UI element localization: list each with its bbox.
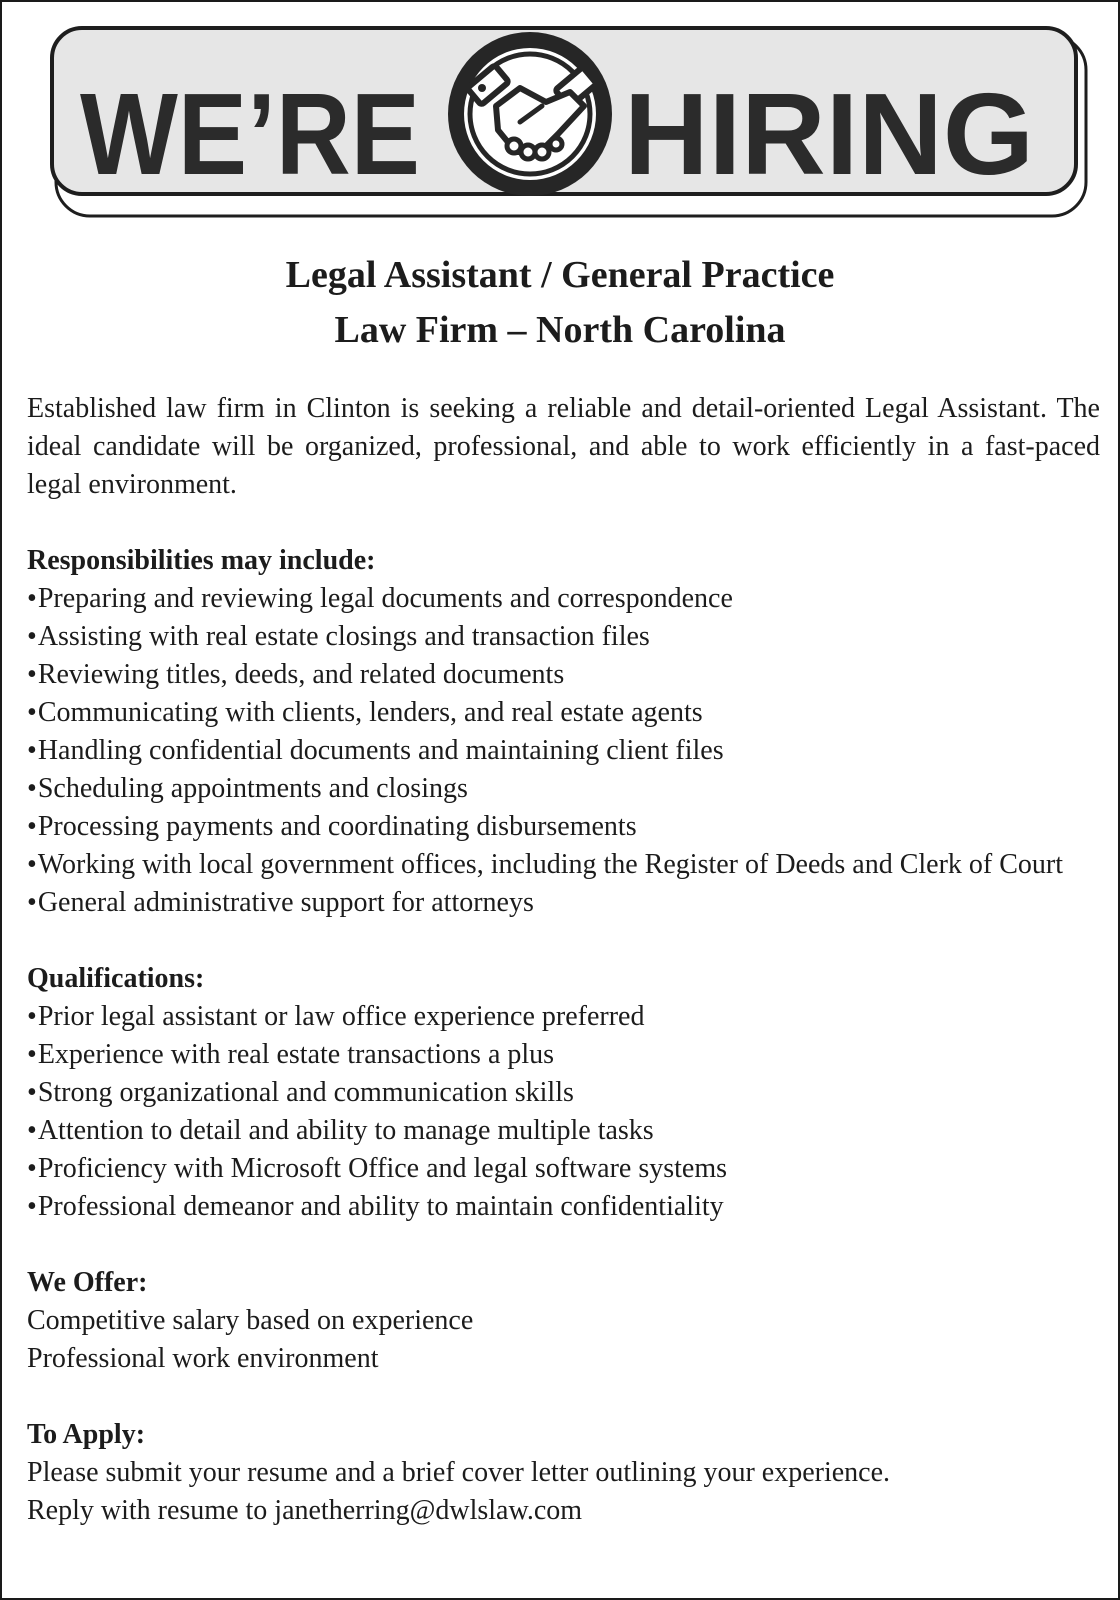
list-item: • Processing payments and coordinating disbursements (27, 808, 1100, 846)
offer-line: Competitive salary based on experience (27, 1305, 474, 1336)
apply-contact-prefix: Reply with resume to (27, 1495, 275, 1526)
list-item: • Experience with real estate transactions a plus (27, 1036, 1100, 1074)
responsibilities-title: Responsibilities may include: (27, 545, 376, 576)
list-item: • Attention to detail and ability to manage multiple tasks (27, 1112, 1100, 1150)
hiring-banner (50, 22, 1092, 220)
list-item: • Scheduling appointments and closings (27, 770, 1100, 808)
offer-title: We Offer: (27, 1267, 148, 1298)
apply-email[interactable]: janetherring@dwlslaw.com (274, 1495, 583, 1526)
intro-paragraph: Established law firm in Clinton is seeking a reliable and detail-oriented Legal Assistant. The ideal candidate will be organized, professional, and able to work efficiently in a fast-paced legal environment. (27, 393, 1100, 500)
apply-title: To Apply: (27, 1419, 146, 1450)
list-item: • General administrative support for attorneys (27, 884, 1100, 922)
qualifications-title: Qualifications: (27, 963, 205, 994)
responsibilities-list (27, 580, 1100, 922)
apply-instructions: Please submit your resume and a brief cover letter outlining your experience. (27, 1457, 891, 1488)
list-item: • Prior legal assistant or law office experience preferred (27, 998, 1100, 1036)
banner-graphic (50, 22, 1092, 220)
list-item: • Proficiency with Microsoft Office and legal software systems (27, 1150, 1100, 1188)
offer-line: Professional work environment (27, 1343, 379, 1374)
list-item: • Preparing and reviewing legal documents and correspondence (27, 580, 1100, 618)
list-item: • Working with local government offices, including the Register of Deeds and Clerk of Court (27, 846, 1100, 884)
posting-body (27, 390, 1100, 1530)
list-item: • Professional demeanor and ability to maintain confidentiality (27, 1188, 1100, 1226)
job-headline (2, 248, 1118, 358)
list-item: • Handling confidential documents and maintaining client files (27, 732, 1100, 770)
job-title: Legal Assistant / General Practice (285, 254, 835, 296)
banner-left-word: WE’RE (80, 69, 420, 199)
list-item: • Assisting with real estate closings and transaction files (27, 618, 1100, 656)
handshake-icon (448, 32, 612, 196)
list-item: • Strong organizational and communication skills (27, 1074, 1100, 1112)
banner-right-word: HIRING (624, 69, 1034, 199)
list-item: • Reviewing titles, deeds, and related documents (27, 656, 1100, 694)
list-item: • Communicating with clients, lenders, and real estate agents (27, 694, 1100, 732)
apply-contact (27, 1492, 1100, 1530)
qualifications-list (27, 998, 1100, 1226)
job-subtitle: Law Firm – North Carolina (334, 309, 786, 351)
